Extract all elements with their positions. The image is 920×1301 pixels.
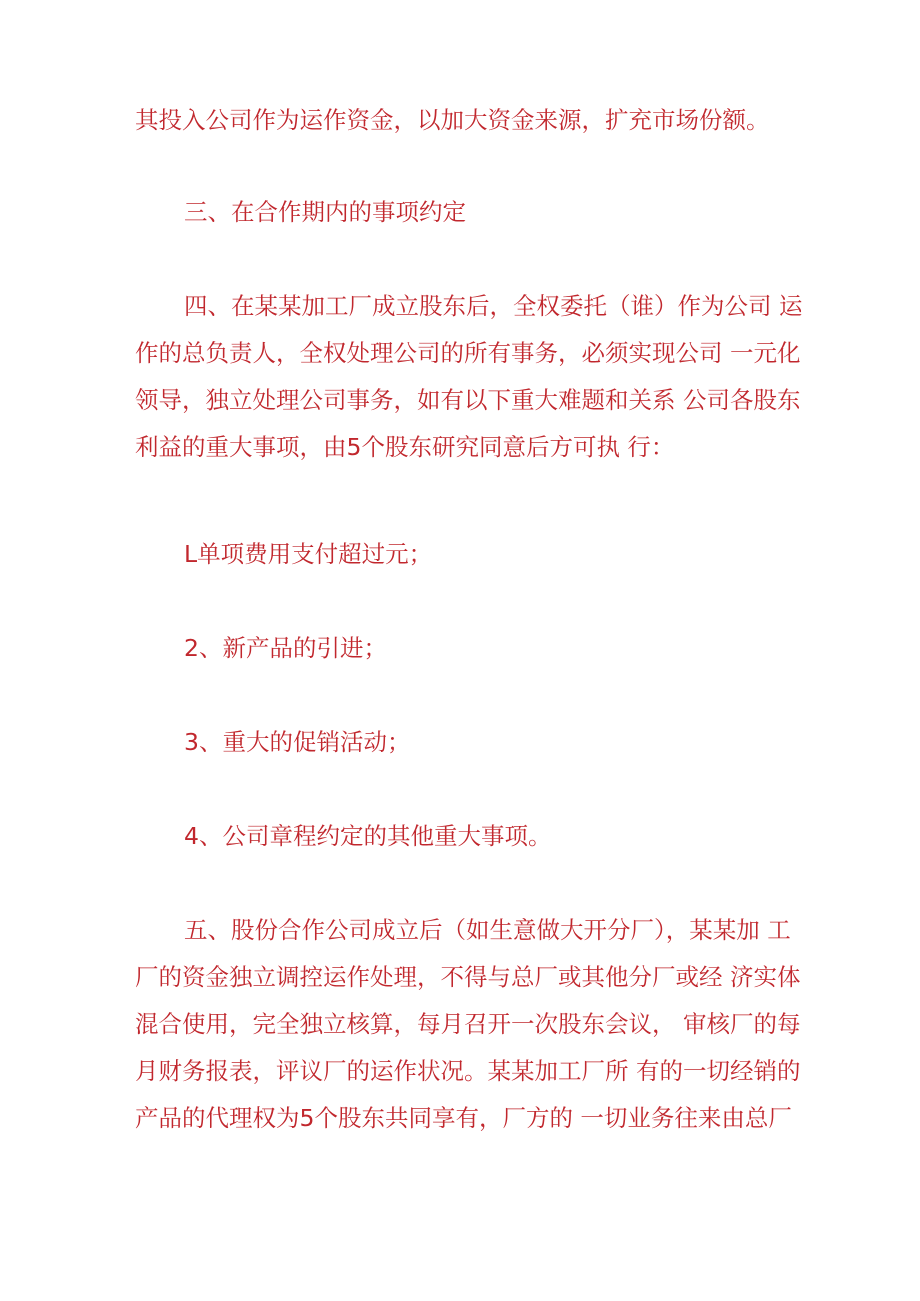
list-item-4	[135, 813, 795, 860]
text-line: 三、在合作期内的事项约定	[184, 198, 466, 226]
text-line: 利益的重大事项，由5个股东研究同意后方可执 行：	[135, 433, 675, 461]
list-item-1	[135, 531, 795, 578]
section-4-paragraph	[135, 283, 803, 471]
text-line: 月财务报表，评议厂的运作状况。某某加工厂所 有的一切经销的	[135, 1057, 801, 1085]
text-line: 四、在某某加工厂成立股东后，全权委托（谁）作为公司 运	[184, 292, 803, 320]
text-line: 3、重大的促销活动；	[184, 728, 411, 756]
text-line: 五、股份合作公司成立后（如生意做大开分厂），某某加 工	[184, 916, 791, 944]
paragraph-capital-note	[135, 97, 795, 144]
text-line: L单项费用支付超过元；	[184, 540, 433, 568]
text-line: 产品的代理权为5个股东共同享有，厂方的 一切业务往来由总厂	[135, 1104, 792, 1132]
text-line: 领导，独立处理公司事务，如有以下重大难题和关系 公司各股东	[135, 386, 801, 414]
text-line: 作的总负责人，全权处理公司的所有事务，必须实现公司 一元化	[135, 339, 801, 367]
list-item-3	[135, 719, 795, 766]
section-heading-3	[135, 189, 795, 236]
text-line: 2、新产品的引进；	[184, 634, 387, 662]
text-line: 厂的资金独立调控运作处理，不得与总厂或其他分厂或经 济实体	[135, 963, 801, 991]
text-line: 其投入公司作为运作资金，以加大资金来源，扩充市场份额。	[135, 106, 770, 134]
list-item-2	[135, 625, 795, 672]
section-5-paragraph	[135, 907, 801, 1142]
text-line: 混合使用，完全独立核算，每月召开一次股东会议， 审核厂的每	[135, 1010, 801, 1038]
text-line: 4、公司章程约定的其他重大事项。	[184, 822, 552, 850]
